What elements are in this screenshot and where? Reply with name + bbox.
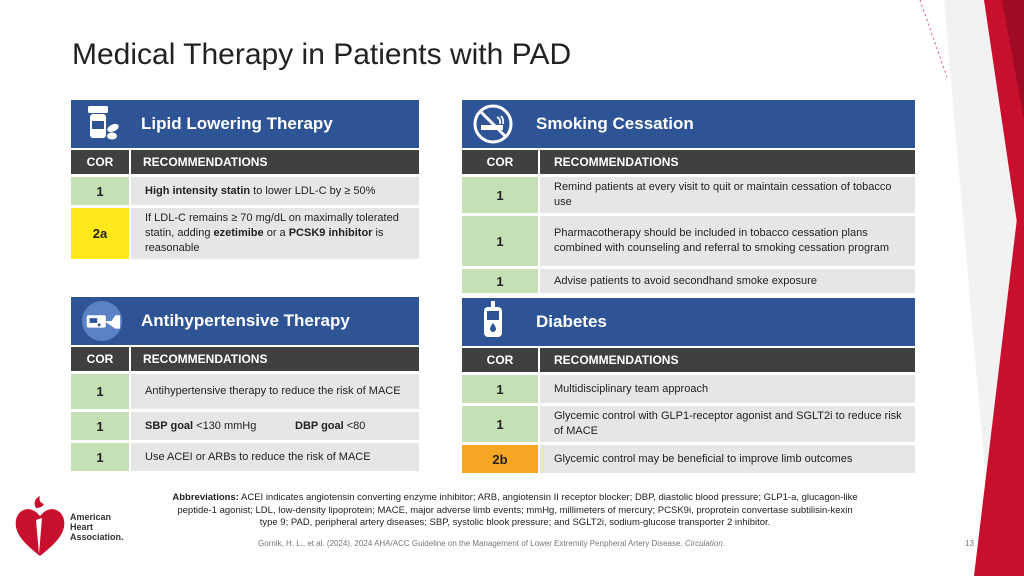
recommendation-text: Glycemic control may be beneficial to improve limb outcomes bbox=[540, 445, 915, 473]
table-row bbox=[462, 216, 915, 266]
pill-bottle-icon bbox=[81, 103, 123, 145]
cor-value: 1 bbox=[71, 412, 129, 440]
cor-value: 1 bbox=[71, 443, 129, 471]
recommendation-text: Use ACEI or ARBs to reduce the risk of MACE bbox=[131, 443, 419, 471]
abbreviations-label: Abbreviations: bbox=[172, 492, 239, 503]
smoking-column-headers bbox=[462, 150, 915, 174]
cor-header: COR bbox=[71, 347, 129, 371]
recommendation-text: Multidisciplinary team approach bbox=[540, 375, 915, 403]
citation: Gornik, H. L., et al. (2024). 2024 AHA/ACC Guideline on the Management of Lower Extremity Peripheral Artery Disease. Circulation. bbox=[258, 539, 725, 548]
antihypertensive-panel-title: Antihypertensive Therapy bbox=[141, 311, 350, 330]
heart-torch-icon bbox=[12, 496, 68, 560]
cor-value: 1 bbox=[71, 177, 129, 205]
diabetes-column-headers bbox=[462, 348, 915, 372]
diabetes-panel-header bbox=[462, 298, 915, 346]
recommendations-header: RECOMMENDATIONS bbox=[540, 348, 915, 372]
recommendation-text: Advise patients to avoid secondhand smoke exposure bbox=[540, 269, 915, 293]
blood-pressure-monitor-icon bbox=[81, 300, 123, 342]
table-row bbox=[71, 443, 419, 471]
recommendation-text: SBP goal <130 mmHg DBP goal <80 bbox=[131, 412, 419, 440]
diabetes-panel-title: Diabetes bbox=[536, 312, 607, 331]
aha-wordmark: American Heart Association. bbox=[70, 512, 124, 542]
cor-value: 1 bbox=[462, 216, 538, 266]
table-row bbox=[462, 406, 915, 442]
cor-value: 1 bbox=[462, 375, 538, 403]
aha-logo bbox=[12, 496, 132, 560]
lipid-panel-header bbox=[71, 100, 419, 148]
antihypertensive-panel-header bbox=[71, 297, 419, 345]
recommendation-text: Pharmacotherapy should be included in tobacco cessation plans combined with counseling and referral to smoking cessation program bbox=[540, 216, 915, 266]
recommendations-header: RECOMMENDATIONS bbox=[131, 150, 419, 174]
antihypertensive-panel bbox=[71, 297, 419, 471]
lipid-column-headers bbox=[71, 150, 419, 174]
cor-header: COR bbox=[462, 348, 538, 372]
glucose-meter-icon bbox=[472, 301, 514, 343]
table-row bbox=[462, 445, 915, 473]
table-row bbox=[71, 412, 419, 440]
smoking-panel bbox=[462, 100, 915, 293]
table-row bbox=[462, 375, 915, 403]
recommendation-text: Remind patients at every visit to quit or maintain cessation of tobacco use bbox=[540, 177, 915, 213]
page-number: 13 bbox=[965, 539, 974, 548]
diabetes-panel bbox=[462, 298, 915, 473]
lipid-panel-title: Lipid Lowering Therapy bbox=[141, 114, 333, 133]
table-row bbox=[71, 374, 419, 409]
abbreviations-text: ACEI indicates angiotensin converting enzyme inhibitor; ARB, angiotensin II receptor blocker; DBP, diastolic blood pressure; GLP1-a, glucagon-like peptide-1 agonist; LDL, low-density lipoprotein; MACE, major adverse limb events; mmHg, millimeters of mercury; PCSK9i, proprotein convertase subtilisin-kexin type 9; PAD, peripheral artery diseases; SBP, systolic blook pressure; and SGLT2i, sodium-glucose transporter 2 inhibitor. bbox=[177, 492, 858, 528]
cor-value: 2a bbox=[71, 208, 129, 259]
table-row bbox=[71, 177, 419, 205]
lipid-panel bbox=[71, 100, 419, 259]
table-row bbox=[462, 269, 915, 293]
smoking-panel-title: Smoking Cessation bbox=[536, 114, 694, 133]
cor-header: COR bbox=[462, 150, 538, 174]
slide-title: Medical Therapy in Patients with PAD bbox=[72, 38, 572, 71]
corner-decoration bbox=[914, 0, 1024, 576]
cor-value: 1 bbox=[462, 177, 538, 213]
abbreviations-note bbox=[170, 492, 860, 530]
antihypertensive-column-headers bbox=[71, 347, 419, 371]
recommendation-text: If LDL-C remains ≥ 70 mg/dL on maximally tolerated statin, adding ezetimibe or a PCSK9 inhibitor is reasonable bbox=[131, 208, 419, 259]
cor-value: 1 bbox=[71, 374, 129, 409]
cor-header: COR bbox=[71, 150, 129, 174]
recommendation-text: Glycemic control with GLP1-receptor agonist and SGLT2i to reduce risk of MACE bbox=[540, 406, 915, 442]
recommendation-text: Antihypertensive therapy to reduce the risk of MACE bbox=[131, 374, 419, 409]
table-row bbox=[462, 177, 915, 213]
cor-value: 2b bbox=[462, 445, 538, 473]
recommendations-header: RECOMMENDATIONS bbox=[131, 347, 419, 371]
recommendations-header: RECOMMENDATIONS bbox=[540, 150, 915, 174]
no-smoking-icon bbox=[472, 103, 514, 145]
smoking-panel-header bbox=[462, 100, 915, 148]
recommendation-text: High intensity statin to lower LDL-C by ≥ 50% bbox=[131, 177, 419, 205]
cor-value: 1 bbox=[462, 269, 538, 293]
cor-value: 1 bbox=[462, 406, 538, 442]
table-row bbox=[71, 208, 419, 259]
